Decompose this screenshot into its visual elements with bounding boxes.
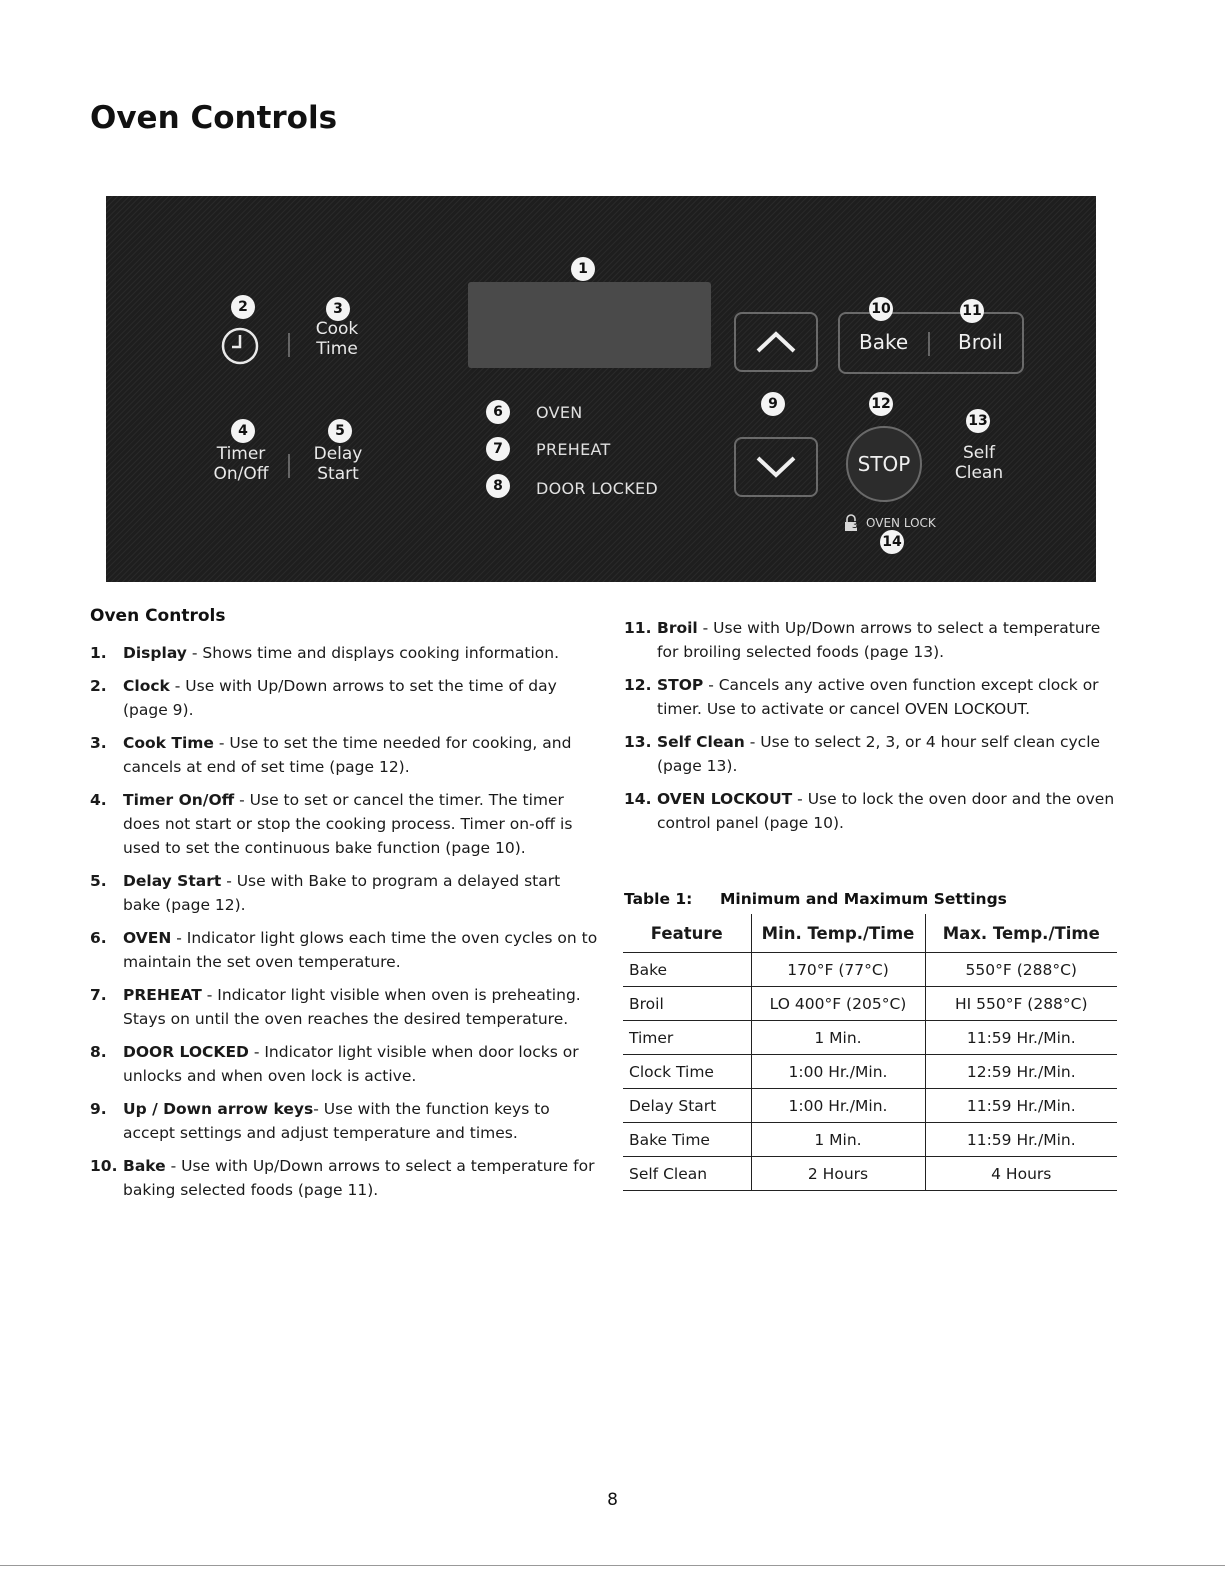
table-header: Max. Temp./Time xyxy=(925,914,1117,953)
list-item xyxy=(90,983,600,1031)
item-number: 2. xyxy=(90,677,107,695)
divider xyxy=(288,454,290,478)
list-item xyxy=(90,869,600,917)
up-arrow-icon xyxy=(754,329,798,355)
divider xyxy=(928,332,930,356)
item-term: Delay Start xyxy=(123,872,222,890)
item-number: 7. xyxy=(90,986,107,1004)
table-cell: 11:59 Hr./Min. xyxy=(925,1089,1117,1123)
callout-9: 9 xyxy=(761,392,785,416)
item-term: OVEN LOCKOUT xyxy=(657,790,793,808)
oven-indicator: OVEN xyxy=(536,403,583,422)
table-row xyxy=(623,953,1117,987)
item-description: - Cancels any active oven function except clock or timer. Use to activate or cancel OVEN LOCKOUT. xyxy=(657,676,1099,718)
item-description: - Indicator light visible when oven is preheating. Stays on until the oven reaches the desired temperature. xyxy=(123,986,581,1028)
table-row xyxy=(623,1021,1117,1055)
item-description: - Shows time and displays cooking information. xyxy=(186,644,559,662)
bake-label: Bake xyxy=(859,330,909,354)
item-description: - Use with Up/Down arrows to select a temperature for broiling selected foods (page 13). xyxy=(657,619,1101,661)
callout-11: 11 xyxy=(960,299,984,323)
item-term: PREHEAT xyxy=(123,986,202,1004)
callout-12: 12 xyxy=(869,392,893,416)
self-clean-label: Self Clean xyxy=(954,443,1004,483)
up-arrow-button xyxy=(734,312,818,372)
table-cell: 1 Min. xyxy=(751,1123,925,1157)
item-description: - Use to set or cancel the timer. The timer does not start or stop the cooking process. Timer on-off is used to set the continuous bake function (page 10). xyxy=(123,791,573,857)
table-header-row xyxy=(623,914,1117,953)
broil-label: Broil xyxy=(958,330,1003,354)
callout-14: 14 xyxy=(880,530,904,554)
item-number: 14. xyxy=(624,790,652,808)
callout-5: 5 xyxy=(328,419,352,443)
list-item xyxy=(624,673,1124,721)
callout-7: 7 xyxy=(486,437,510,461)
controls-list-right xyxy=(624,616,1124,844)
delay-start-label: Delay Start xyxy=(313,444,363,484)
item-description: - Use to select 2, 3, or 4 hour self clean cycle (page 13). xyxy=(657,733,1101,775)
table-cell: 1:00 Hr./Min. xyxy=(751,1055,925,1089)
item-number: 3. xyxy=(90,734,107,752)
list-item xyxy=(90,926,600,974)
callout-3: 3 xyxy=(326,297,350,321)
table-row xyxy=(623,1123,1117,1157)
callout-6: 6 xyxy=(486,400,510,424)
cook-time-label: Cook Time xyxy=(315,319,359,359)
list-item xyxy=(90,1040,600,1088)
table-cell: 4 Hours xyxy=(925,1157,1117,1191)
bottom-rule xyxy=(0,1565,1225,1566)
controls-list-left xyxy=(90,641,600,1211)
callout-4: 4 xyxy=(231,419,255,443)
table-cell: 12:59 Hr./Min. xyxy=(925,1055,1117,1089)
table-cell: 11:59 Hr./Min. xyxy=(925,1021,1117,1055)
item-term: Timer On/Off xyxy=(123,791,235,809)
list-item xyxy=(90,788,600,860)
table-cell: 550°F (288°C) xyxy=(925,953,1117,987)
item-number: 6. xyxy=(90,929,107,947)
table-caption: Table 1: Minimum and Maximum Settings xyxy=(624,890,1007,908)
list-item xyxy=(90,674,600,722)
item-number: 12. xyxy=(624,676,652,694)
table-cell: 2 Hours xyxy=(751,1157,925,1191)
table-cell: 170°F (77°C) xyxy=(751,953,925,987)
list-item xyxy=(624,787,1124,835)
oven-lock-label: 3 OVEN LOCK xyxy=(844,514,936,532)
list-item xyxy=(624,730,1124,778)
preheat-indicator: PREHEAT xyxy=(536,440,611,459)
table-cell: LO 400°F (205°C) xyxy=(751,987,925,1021)
table-cell: 11:59 Hr./Min. xyxy=(925,1123,1117,1157)
item-description: - Use with Up/Down arrows to select a temperature for baking selected foods (page 11). xyxy=(123,1157,595,1199)
display-window xyxy=(468,282,711,368)
item-term: DOOR LOCKED xyxy=(123,1043,249,1061)
table-cell: Self Clean xyxy=(623,1157,751,1191)
stop-button: STOP xyxy=(846,426,922,502)
item-number: 13. xyxy=(624,733,652,751)
item-term: Broil xyxy=(657,619,698,637)
table-cell: Broil xyxy=(623,987,751,1021)
door-locked-indicator: DOOR LOCKED xyxy=(536,479,659,498)
table-cell: 1:00 Hr./Min. xyxy=(751,1089,925,1123)
page-number: 8 xyxy=(607,1490,618,1510)
list-item xyxy=(90,1097,600,1145)
item-number: 8. xyxy=(90,1043,107,1061)
list-item xyxy=(90,731,600,779)
item-description: - Use with the function keys to accept settings and adjust temperature and times. xyxy=(123,1100,550,1142)
item-number: 4. xyxy=(90,791,107,809)
item-term: Bake xyxy=(123,1157,166,1175)
table-cell: Clock Time xyxy=(623,1055,751,1089)
item-number: 11. xyxy=(624,619,652,637)
section-heading: Oven Controls xyxy=(90,606,226,626)
timer-label: Timer On/Off xyxy=(213,444,269,484)
lock-badge: 3 xyxy=(851,519,859,531)
down-arrow-icon xyxy=(754,454,798,480)
page-title: Oven Controls xyxy=(90,100,338,136)
table-cell: Delay Start xyxy=(623,1089,751,1123)
callout-2: 2 xyxy=(231,295,255,319)
item-term: STOP xyxy=(657,676,704,694)
item-term: Cook Time xyxy=(123,734,214,752)
item-term: Clock xyxy=(123,677,170,695)
item-term: Self Clean xyxy=(657,733,745,751)
table-cell: Bake xyxy=(623,953,751,987)
item-description: - Indicator light glows each time the oven cycles on to maintain the set oven temperature. xyxy=(123,929,598,971)
table-cell: Bake Time xyxy=(623,1123,751,1157)
down-arrow-button xyxy=(734,437,818,497)
item-term: Up / Down arrow keys xyxy=(123,1100,314,1118)
item-description: - Indicator light visible when door locks or unlocks and when oven lock is active. xyxy=(123,1043,579,1085)
item-number: 9. xyxy=(90,1100,107,1118)
list-item xyxy=(90,1154,600,1202)
table-row xyxy=(623,987,1117,1021)
settings-table xyxy=(623,914,1117,1191)
list-item xyxy=(90,641,600,665)
table-cell: HI 550°F (288°C) xyxy=(925,987,1117,1021)
callout-8: 8 xyxy=(486,474,510,498)
item-number: 1. xyxy=(90,644,107,662)
clock-icon xyxy=(219,325,261,371)
item-number: 5. xyxy=(90,872,107,890)
table-row xyxy=(623,1089,1117,1123)
item-description: - Use to set the time needed for cooking, and cancels at end of set time (page 12). xyxy=(123,734,572,776)
table-cell: Timer xyxy=(623,1021,751,1055)
table-row xyxy=(623,1055,1117,1089)
item-term: OVEN xyxy=(123,929,172,947)
table-header: Feature xyxy=(650,923,723,943)
item-description: - Use to lock the oven door and the oven control panel (page 10). xyxy=(657,790,1115,832)
callout-10: 10 xyxy=(869,297,893,321)
item-term: Display xyxy=(123,644,187,662)
callout-1: 1 xyxy=(571,257,595,281)
callout-13: 13 xyxy=(966,409,990,433)
item-number: 10. xyxy=(90,1157,118,1175)
table-cell: 1 Min. xyxy=(751,1021,925,1055)
control-panel-image xyxy=(106,196,1096,582)
table-header: Min. Temp./Time xyxy=(751,914,925,953)
item-description: - Use with Bake to program a delayed start bake (page 12). xyxy=(123,872,561,914)
divider xyxy=(288,333,290,357)
item-description: - Use with Up/Down arrows to set the time of day (page 9). xyxy=(123,677,557,719)
list-item xyxy=(624,616,1124,664)
table-row xyxy=(623,1157,1117,1191)
